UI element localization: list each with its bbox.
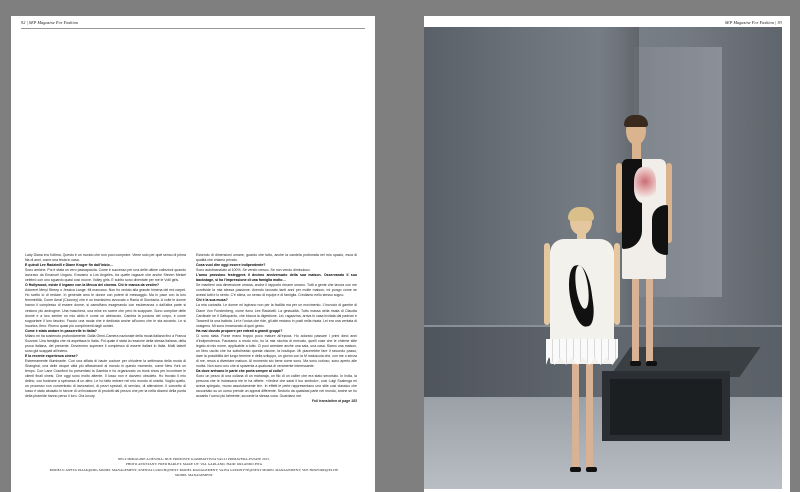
model-leg — [572, 361, 579, 469]
credit-line: NELL'IMMAGINE A DESTRA: DUE PROPOSTE GIAMBATTISTA VALLI PRIMAVERA-ESTATE 2015. — [117, 457, 271, 461]
left-page — [11, 16, 375, 492]
interview-answer: Estremamente illuminante. Con una sfilata di haute couture per chiudere la settimana della moda di Shanghai, una delle cinque città più affascinanti al mondo in questo momento, come New York un tempo. Con Lane Crawford ho presentato la Gambia e ho organizzato un trunk show per incontrare le clienti finali cinesi. Che oggi sono molto attente. Il lusso non è davvero obsoleto. Ho trovato il mio delirio, con bodeane a speranza di un altro; Le ho fatto entrare nel mio mondo di unicità. Voglio quello, un processo con concentrato di lavorazioni, di pezzi speciali, di servizio, di attenzione. Il concetto di lusso è stato abusato in favore di un’invasione di prodotti dal prezzo che per la nella diocesi della punta della piramide hanno perso il loro. Ora luxury. — [25, 358, 186, 399]
article-columns — [25, 253, 357, 404]
interview-question: Come è stato andare in passerelle in Italia? — [25, 328, 97, 333]
credit-line: PHOTO ASSISTANT: FRED BARLET. MAKE UP: VAL GARLAND. HAIR: ORLANDO PITA — [125, 462, 263, 467]
interview-answer: Se mantieni una dimensione umana, anche il rapporto rimane umano. Tutti a gente che lavora con me condivide la mia stessa passione. Avendo lavorato tanti anni per molte maison, mi pongo come se avessi tutti e lo sento. C’è stima, un senso di equipe e di famiglia. Crediamo nello stesso sogno. — [196, 283, 357, 298]
model-leg — [632, 275, 639, 363]
interview-answer: Adorerei Meryl Streep o Jessica Lange. Mi mancano. Non ho veduto alla grande himena del red carpet. Ho scelto io di restare. In generale amo le donne con potere di messaggio. Ma in pace con la loro femminilità. Come Amal (Clooney) che è un bravissimo avvocato o Rania di Giordania. A volte le donne hanno il complesso di essere donne, si camuffano esagerando con esuberanza o dall’altra parte si vestono più androgine. Una maschera, una mise en scene che però fa scappare. Sono complice delle donne e a loro sentire un mio abito è come un abbraccio. Cambia la postura del corpo, e come supportare il loro fascino. Faccio una moda che è dedicata anche all’uomo che le sta accanto. Le si incontra, fiero. Ricevo quasi più complimenti dagli uomini. — [25, 288, 186, 328]
interview-answer: La mia curiosità. Le donne mi ispirano non per la facilità ma per un movimento. L’incrocio di gambe di Diane Von Furstenberg, come fumo Lee Radziwill. La gestualità. Tutto massa della risata di Claudia Cardinale ne Il Gattopardo, che blocca la digestione. Lei, ragazzina, arriva in casa invitata dai padroni e Tancredi fa una battuta. Lei e l’unica che ride, gli altri restano in posti nella risata. Lei era una ventata di ossigeno. Mi sono innamorato di quel gesto. — [196, 303, 357, 328]
interview-question: L’anno prossimo festeggerà il decimo anniversario della sua maison. Osservando il suo backstage, si ha l’impressione di una famiglia molto… — [196, 273, 357, 283]
right-page — [424, 16, 790, 492]
interview-question: Ha mai dovuto proporre per entrati a grandi gruppi? — [196, 328, 283, 333]
dress-black-panel — [652, 205, 668, 255]
model-hair — [624, 115, 648, 127]
article-column-2 — [196, 253, 357, 404]
model-shoe — [630, 361, 641, 366]
page-header-left: 92 | SEP Magazine For Fashion — [21, 20, 79, 25]
photo-credits — [49, 457, 339, 479]
page-header-right: SEP Magazine For Fashion | 93 — [724, 20, 782, 25]
model-hair — [568, 207, 594, 221]
model-shoe — [646, 361, 657, 366]
interview-answer: Lady Diana era l’ultima. Questo è un mondo che non puoi comprare. Viene solo per quel senso di prima fila di anni, come una festa in casa. — [25, 253, 186, 263]
interview-question: E la recente esperienza cinese? — [25, 353, 78, 358]
model-shoe — [570, 467, 581, 472]
interview-question: Chi è la sua musa? — [196, 298, 228, 303]
header-rule-left — [21, 28, 365, 29]
model-leg — [586, 361, 593, 469]
interview-question: E quindi Lee Radziwill e Diane Kruger fin dall’inizio… — [25, 263, 114, 268]
dress-floral-print — [634, 167, 656, 203]
credit-line: MODELS: ANETA PAJAK@IMG MODEL MANAGEMENT; KSENIJA LUKICH@NEXT MODEL MANAGEMENT; VAIVA GUDONYTĖ@NEXT MODEL MANAGEMENT; SUE HOSFORD@ELITE MODEL MANAGEMENT — [49, 467, 339, 478]
interview-answer: Sono autofinanziato al 100%. Se vendo cresco. Se non vendo diminuisco. — [196, 268, 311, 273]
interview-question: O Hollywood, esiste il legame con la Mecca del cinema. Chi le manca da vestire? — [25, 283, 160, 288]
translation-note: Full translation at page 183 — [311, 399, 357, 404]
interview-answer: Sono amiche. Poi è stata un vero passaparola. Come è successo per una delle ultime collezioni quando lavoravo da Emanuel Ungaro. Eravamo a Los Angeles, tra quelle ragazze che anche Steven Meisel celebrò con uno sguardo quasi così nuove. Volley girls. E subito sono diventate per me le Volli girls. — [25, 268, 186, 283]
fashion-photo — [424, 27, 782, 489]
interview-question: Cosa vuol dire oggi essere indipendente? — [196, 263, 266, 268]
model-arm — [614, 243, 620, 325]
model-leg — [646, 275, 653, 363]
interview-answer: Sono un pezzo di una collana di un maharaja, un filo di un collier che era stato smontato. In India, la persona che le indossava me le ha offerte. «Vedevi che sarai il tuo simbolo», così Luigi Scalenga mi aveva spiegato, «sono assolutamente lei». In effetti le perle rappresentano uno stile così classico che raccontato su un uomo prende un appeal differente. Sedurlo da qualsiasi parte nel mondo, anche se ho accanto l’uomo più talmente, succede la stessa cosa. Guardano me. — [196, 374, 357, 399]
interview-answer: Essendo di dimensioni umane, guardo che tutto, anche la candela profumata nel mio spazio, esca di qualità che chiamo privato. — [196, 253, 357, 263]
interview-answer: Milano mi ha sostenuto profondamente. Dalla Omni-Camera nazionale della moda italiana fino a Franca Sozzani. Una famiglia che mi aspettava in Italia. Poi quale è stata la reazione della stessa italiana, della prova italiana, del presente. Dovremmo superare il complesso di essere italiani in Italia. Molti talenti sono già scappati all’estero. — [25, 333, 186, 353]
interview-question: Da dove arrivano le parte che porta sempre al collo? — [196, 369, 284, 374]
interview-answer: Ci sono stata. Forse erano troppo poco mature all’epoca. Ho adorato passare i primi dieci anni d’indipendenza. Facciamo a modo mio, ho la mia nicchia di mercato, quelli cose che le chieme stile legato al mio nome, applicabile a tutto. Ci puoi arredare anche una sala, una casa. Siamo una maison, un libro uscito che ha sottolineato questa visione, la boutique. Mi piacerebbe fare il secondo passo, dare la possibilità del lungo termine e della sviluppo, un giorno con la M maiuscola che, con me o senza di me, resca a diventare maison. Al momento sto bene come sono. Ma sono curioso, sono aperto alle novità. Non sono uno che si spaventa a qualcosa di veramente interessante. — [196, 333, 357, 369]
model-shoe — [586, 467, 597, 472]
article-column-1 — [25, 253, 186, 404]
box-inside — [610, 379, 722, 435]
